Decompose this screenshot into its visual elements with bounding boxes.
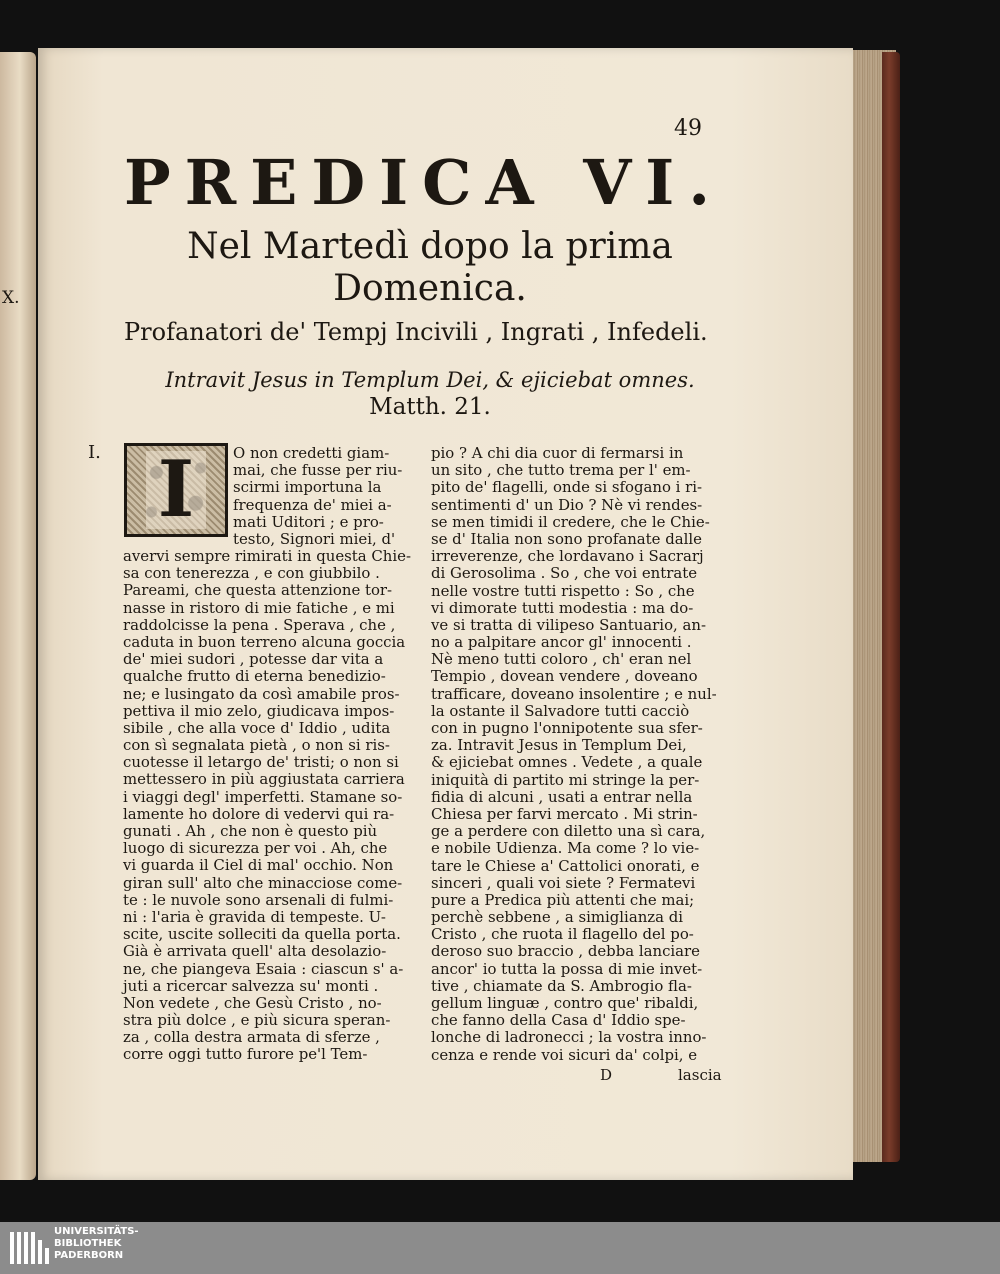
text-line: trafficare, doveano insolentire ; e nul- [431, 684, 717, 703]
text-line: nasse in ristoro di mie fatiche , e mi [123, 598, 395, 617]
text-line: qualche frutto di eterna benedizio- [123, 667, 386, 686]
text-line: de' miei sudori , potesse dar vita a [123, 650, 384, 669]
left-page-edge [0, 52, 36, 1180]
text-line: frequenza de' miei a- [233, 495, 392, 514]
text-line: con in pugno l'onnipotente sua sfer- [431, 719, 703, 737]
text-line: Già è arrivata quell' alta desolazio- [123, 942, 387, 961]
text-line: cenza e rende voi sicuri da' colpi, e [431, 1045, 698, 1064]
subtitle-line-2: Domenica. [333, 268, 527, 309]
text-line: pito de' flagelli, onde si sfogano i ri- [431, 478, 703, 497]
text-line: vi dimorate tutti modestia : ma do- [431, 598, 694, 617]
text-line: no a palpitare ancor gl' innocenti . [431, 633, 692, 652]
subtitle-line-1: Nel Martedì dopo la prima [187, 226, 673, 267]
text-line: se men timidi il credere, che le Chie- [431, 512, 710, 531]
text-line: pettiva il mio zelo, giudicava impos- [123, 701, 395, 720]
text-line: pio ? A chi dia cuor di fermarsi in [431, 444, 684, 462]
text-line: caduta in buon terreno alcuna goccia [123, 632, 406, 651]
text-line: mati Uditori ; e pro- [233, 512, 384, 531]
text-line: tare le Chiese a' Cattolici onorati, e [431, 856, 700, 875]
text-line: gellum linguæ , contro que' ribaldi, [431, 994, 699, 1012]
text-line: Chiesa per farvi mercato . Mi strin- [431, 804, 698, 823]
text-line: giran sull' alto che minacciose come- [123, 873, 403, 892]
text-line: Nè meno tutti coloro , ch' eran nel [431, 650, 692, 669]
text-line: cuotesse il letargo de' tristi; o non si [123, 753, 399, 772]
text-line: ve si tratta di vilipeso Santuario, an- [431, 615, 706, 634]
text-line: perchè sebbene , a simiglianza di [431, 908, 684, 927]
text-line: Cristo , che ruota il flagello del po- [431, 925, 694, 944]
text-line: corre oggi tutto furore pe'l Tem- [123, 1045, 368, 1064]
text-line: ancor' io tutta la possa di mie invet- [431, 959, 703, 978]
text-line: Tempio , dovean vendere , doveano [431, 667, 698, 686]
text-line: mettessero in più aggiustata carriera [123, 770, 405, 789]
text-line: sa con tenerezza , e con giubbilo . [123, 564, 380, 583]
column-1-beside-initial [233, 445, 402, 548]
text-line: di Gerosolima . So , che voi entrate [431, 564, 698, 583]
library-logo-icon [10, 1228, 50, 1268]
sermon-title: PREDICA VI. [124, 146, 724, 219]
text-line: iniquità di partito mi stringe la per- [431, 770, 700, 789]
text-line: vi guarda il Ciel di mal' occhio. Non [123, 856, 394, 875]
text-line: gunati . Ah , che non è questo più [123, 822, 378, 840]
text-line: avervi sempre rimirati in questa Chie- [123, 547, 411, 565]
text-line: se d' Italia non sono profanate dalle [431, 529, 702, 548]
initial-letter: I [146, 451, 207, 529]
text-line: deroso suo braccio , debba lanciare [431, 942, 700, 961]
text-line: un sito , che tutto trema per l' em- [431, 461, 691, 480]
text-line: sentimenti d' un Dio ? Nè vi rendes- [431, 495, 703, 514]
scripture-reference: Matth. 21. [369, 394, 491, 420]
text-line: nelle vostre tutti rispetto : So , che [431, 581, 695, 600]
catchword: lascia [678, 1066, 722, 1084]
text-line: fidia di alcuni , usati a entrar nella [431, 787, 693, 806]
text-line: ne, che piangeva Esaia : ciascun s' a- [123, 959, 404, 978]
text-line: stra più dolce , e più sicura speran- [123, 1011, 391, 1030]
text-line: luogo di sicurezza per voi . Ah, che [123, 839, 388, 858]
text-line: ni : l'aria è gravida di tempeste. U- [123, 907, 386, 926]
text-line: scirmi importuna la [233, 478, 382, 497]
text-line: e nobile Udienza. Ma come ? lo vie- [431, 839, 700, 858]
text-line: za , colla destra armata di sferze , [123, 1028, 380, 1047]
decorated-initial [124, 443, 228, 537]
text-line: lonche di ladronecci ; la vostra inno- [431, 1028, 707, 1047]
text-line: pure a Predica più attenti che mai; [431, 890, 695, 909]
text-line: te : le nuvole sono arsenali di fulmi- [123, 890, 394, 909]
text-line: con sì segnalata pietà , o non si ris- [123, 736, 390, 755]
text-line: scite, uscite solleciti da quella porta. [123, 925, 401, 944]
library-name [54, 1226, 194, 1262]
text-line: za. Intravit Jesus in Templum Dei, [431, 736, 687, 755]
text-line: juti a ricercar salvezza su' monti . [123, 976, 379, 995]
text-line: sinceri , quali voi siete ? Fermatevi [431, 873, 696, 892]
library-name-line-2: BIBLIOTHEK [54, 1238, 122, 1249]
text-line: lamente ho dolore di vedervi qui ra- [123, 804, 395, 823]
text-line: i viaggi degl' imperfetti. Stamane so- [123, 787, 403, 806]
text-line: ne; e lusingato da così amabile pros- [123, 684, 400, 703]
text-line: che fanno della Casa d' Iddio spe- [431, 1011, 686, 1030]
text-line: raddolcisse la pena . Sperava , che , [123, 615, 396, 634]
scripture-quote: Intravit Jesus in Templum Dei, & ejiciebat omnes. [165, 368, 695, 392]
library-name-line-3: PADERBORN [54, 1250, 124, 1261]
section-number: I. [88, 442, 101, 463]
text-line: tive , chiamate da S. Ambrogio fla- [431, 976, 692, 995]
signature-mark: D [600, 1066, 613, 1084]
library-name-line-1: UNIVERSITÄTS- [54, 1226, 139, 1237]
sermon-theme: Profanatori de' Tempj Incivili , Ingrati , Infedeli. [124, 318, 708, 346]
text-line: testo, Signori miei, d' [233, 529, 396, 548]
text-line: Pareami, che questa attenzione tor- [123, 581, 393, 600]
text-line: sibile , che alla voce d' Iddio , udita [123, 718, 391, 737]
book-cover [882, 52, 900, 1162]
text-line: ge a perdere con diletto una sì cara, [431, 822, 706, 841]
page-number: 49 [674, 116, 702, 141]
text-line: la ostante il Salvadore tutti cacciò [431, 701, 690, 720]
left-margin-mark: X. [2, 288, 20, 308]
text-line: Non vedete , che Gesù Cristo , no- [123, 993, 382, 1012]
text-line: & ejiciebat omnes . Vedete , a quale [431, 753, 703, 772]
column-1-body [123, 548, 411, 1064]
text-line: irreverenze, che lordavano i Sacrarj [431, 547, 704, 566]
text-line: mai, che fusse per riu- [233, 461, 403, 480]
text-line: O non credetti giam- [233, 444, 390, 462]
column-2-body [431, 445, 717, 1064]
